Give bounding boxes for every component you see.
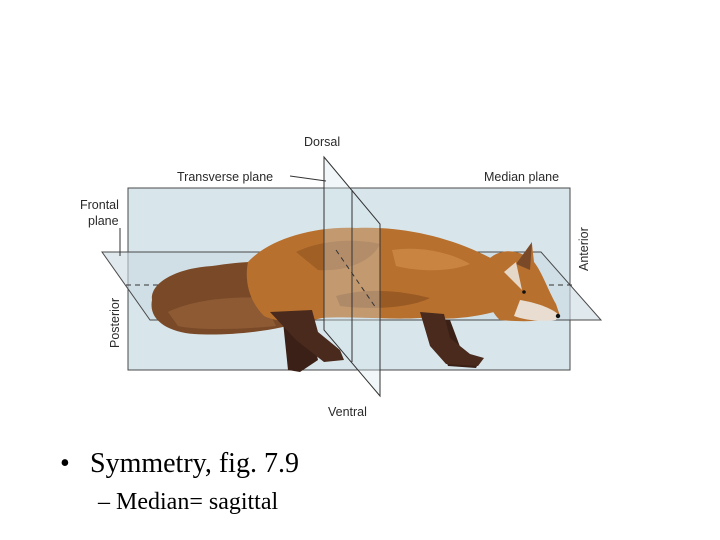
bullet-level1-text: Symmetry, fig. 7.9	[90, 448, 299, 479]
bullet-level2-text: Median= sagittal	[116, 489, 279, 515]
bullet-level1	[60, 444, 299, 484]
bullet-list	[60, 444, 299, 520]
bullet-level2	[98, 484, 299, 520]
frontal-plane-label-line1: Frontal	[80, 198, 119, 212]
dorsal-label: Dorsal	[304, 135, 341, 149]
ventral-label: Ventral	[328, 405, 367, 419]
transverse-leader-line	[290, 176, 326, 181]
bullet-dash-icon: –	[98, 489, 116, 515]
posterior-label: Posterior	[108, 297, 122, 348]
fox-nose	[556, 314, 560, 318]
bullet-dot-icon: •	[60, 448, 70, 479]
median-plane-label: Median plane	[484, 170, 560, 184]
transverse-plane-label: Transverse plane	[177, 170, 274, 184]
anterior-label: Anterior	[577, 227, 591, 271]
frontal-plane-label-line2: plane	[88, 214, 119, 228]
fox-eye	[522, 290, 526, 294]
